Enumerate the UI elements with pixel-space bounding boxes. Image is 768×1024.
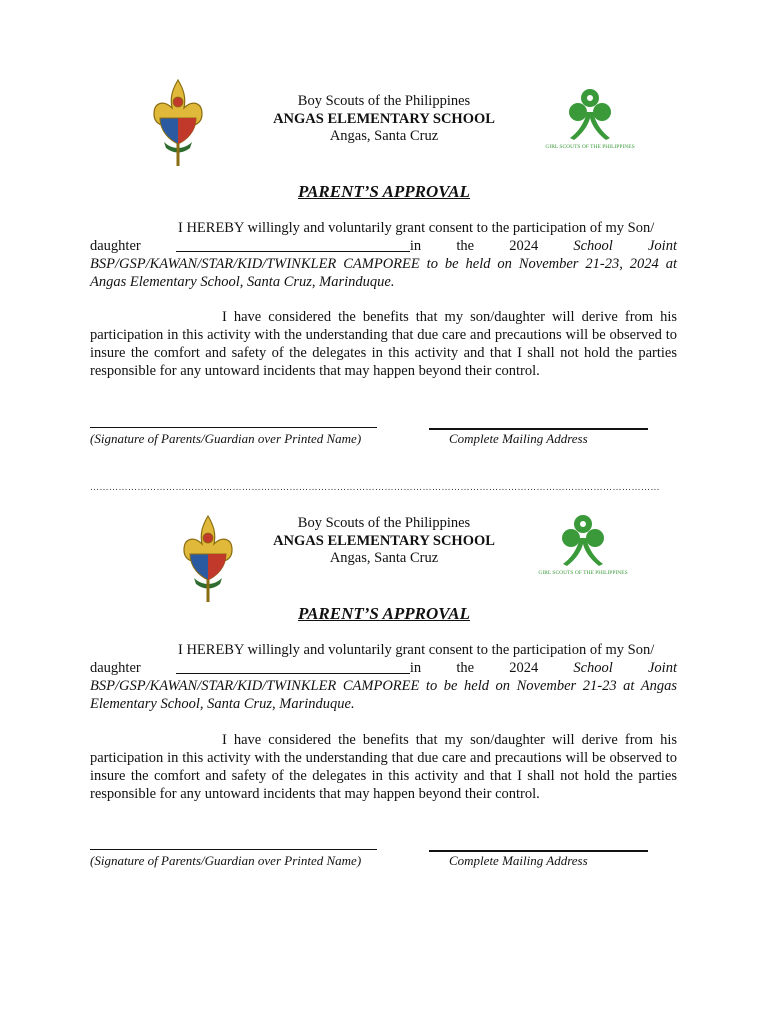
form-title: PARENT’S APPROVAL <box>297 182 471 201</box>
consent-paragraph: I HEREBY willingly and voluntarily grant consent to the participation of my Son/ daughter in the 2024 School Joint BSP/GSP/KAWAN/STAR/KID/TWINKLER CAMPOREE to be held on November 21-23, 2024 at Angas Elementary School, Santa Cruz, Marinduque. <box>90 220 677 290</box>
approval-slip-2 <box>0 500 768 920</box>
form-title: PARENT’S APPROVAL <box>297 604 471 623</box>
word-daughter: daughter <box>90 660 141 676</box>
gsp-logo-text: GIRL SCOUTS OF THE PHILIPPINES <box>545 144 635 150</box>
child-name-field[interactable] <box>176 238 410 252</box>
consent-paragraph: I HEREBY willingly and voluntarily grant consent to the participation of my Son/ daughter in the 2024 School Joint BSP/GSP/KAWAN/STAR/KID/TWINKLER CAMPOREE to be held on November 21-23 at Angas Elementary School, Santa Cruz, Marinduque. <box>90 642 677 712</box>
signature-label: (Signature of Parents/Guardian over Printed Name) <box>90 431 362 446</box>
signature-field[interactable] <box>90 427 377 428</box>
organization-name: Boy Scouts of the Philippines <box>297 93 471 109</box>
word-daughter: daughter <box>90 238 141 254</box>
gsp-logo-text: GIRL SCOUTS OF THE PHILIPPINES <box>538 570 628 576</box>
mailing-address-label: Complete Mailing Address <box>449 853 588 868</box>
gsp-trefoil-icon <box>538 508 628 584</box>
bsp-fleur-de-lis-icon <box>180 514 236 604</box>
school-name: ANGAS ELEMENTARY SCHOOL <box>273 110 495 127</box>
mailing-address-field[interactable] <box>429 850 648 852</box>
camporee-details: BSP/GSP/KAWAN/STAR/KID/TWINKLER CAMPOREE to be held on November 21-23 at Angas Elementary School, Santa Cruz, Marinduque. <box>90 678 677 712</box>
approval-slip-1 <box>0 78 768 498</box>
school-name: ANGAS ELEMENTARY SCHOOL <box>273 532 495 549</box>
mailing-address-field[interactable] <box>429 428 648 430</box>
gsp-trefoil-icon <box>545 82 635 158</box>
bsp-fleur-de-lis-icon <box>150 78 206 168</box>
mailing-address-label: Complete Mailing Address <box>449 431 588 446</box>
organization-name: Boy Scouts of the Philippines <box>297 515 471 531</box>
school-location: Angas, Santa Cruz <box>329 550 439 566</box>
signature-field[interactable] <box>90 849 377 850</box>
letterhead <box>234 93 534 146</box>
understanding-paragraph: I have considered the benefits that my son/daughter will derive from his participation in this activity with the understanding that due care and precautions will be observed to insure the comfort and safety of the delegates in this activity and that I shall not hold the parties responsible for any untoward incidents that may happen beyond their control. <box>90 309 677 379</box>
camporee-details: BSP/GSP/KAWAN/STAR/KID/TWINKLER CAMPOREE to be held on November 21-23, 2024 at Angas Elementary School, Santa Cruz, Marinduque. <box>90 256 677 290</box>
cut-line: ……………………………………………………………………………………………………………………………………………………………… <box>90 482 660 492</box>
understanding-paragraph: I have considered the benefits that my son/daughter will derive from his participation in this activity with the understanding that due care and precautions will be observed to insure the comfort and safety of the delegates in this activity and that I shall not hold the parties responsible for any untoward incidents that may happen beyond their control. <box>90 732 677 802</box>
child-name-field[interactable] <box>176 660 410 674</box>
letterhead <box>234 515 534 568</box>
school-location: Angas, Santa Cruz <box>329 128 439 144</box>
signature-label: (Signature of Parents/Guardian over Printed Name) <box>90 853 362 868</box>
